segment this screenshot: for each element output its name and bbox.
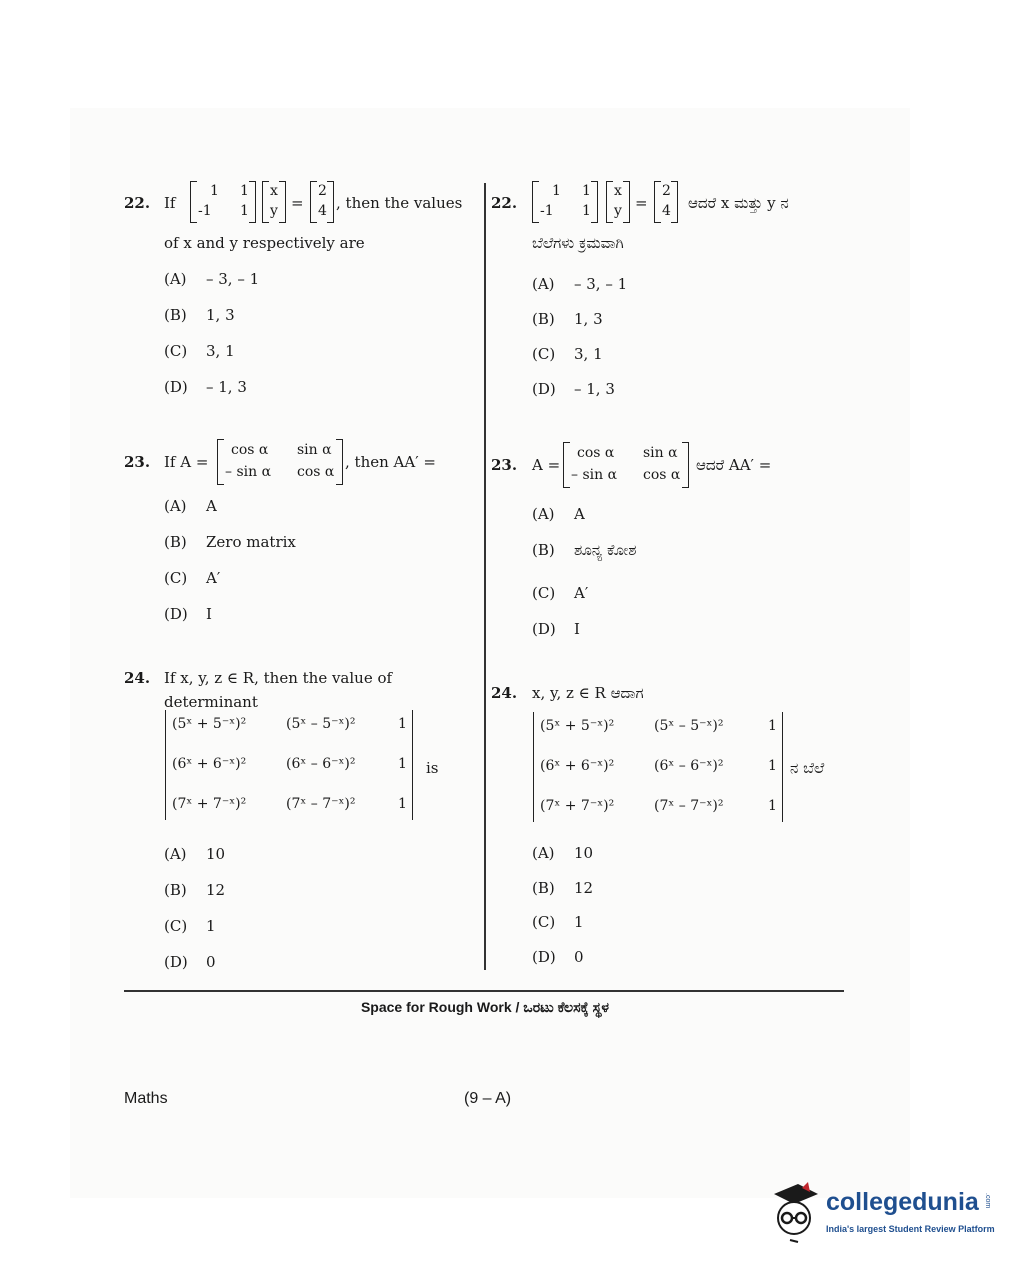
q24-option-c: (C) 1 bbox=[164, 917, 216, 935]
q22-kn-option-c: (C) 3, 1 bbox=[532, 345, 603, 363]
q23-option-c: (C) A′ bbox=[164, 569, 221, 587]
q24-option-d: (D) 0 bbox=[164, 953, 216, 971]
q23-kn-option-c: (C) A′ bbox=[532, 584, 589, 602]
q23-option-a: (A) A bbox=[164, 497, 217, 515]
q23-kn-number: 23. bbox=[491, 456, 518, 474]
q24-kn-determinant: (5ˣ + 5⁻ˣ)² (5ˣ – 5⁻ˣ)² 1 (6ˣ + 6⁻ˣ)² (6ˣ – 6⁻ˣ)² 1 (7ˣ + 7⁻ˣ)² (7ˣ – 7⁻ˣ)² 1 bbox=[533, 712, 783, 822]
q22-text1: , then the values bbox=[336, 194, 463, 212]
q22-vector-b: 2 4 bbox=[310, 181, 334, 223]
q22-kn-vector-b: 2 4 bbox=[654, 181, 678, 223]
q24-option-a: (A) 10 bbox=[164, 845, 226, 863]
collegedunia-dotcom: .com bbox=[984, 1193, 991, 1209]
q22-vector-xy: x y bbox=[262, 181, 286, 223]
rough-work-divider bbox=[124, 990, 844, 992]
q24-determinant: (5ˣ + 5⁻ˣ)² (5ˣ – 5⁻ˣ)² 1 (6ˣ + 6⁻ˣ)² (6ˣ – 6⁻ˣ)² 1 (7ˣ + 7⁻ˣ)² (7ˣ – 7⁻ˣ)² 1 bbox=[165, 710, 413, 820]
q23-prefix: If A = bbox=[164, 453, 209, 471]
q22-kn-matrix-a: 1 1 -1 1 bbox=[532, 181, 598, 223]
collegedunia-logo-icon bbox=[768, 1180, 820, 1244]
q22-kn-number: 22. bbox=[491, 194, 518, 212]
q23-kn-option-b: (B) ಶೂನ್ಯ ಕೋಶ bbox=[532, 541, 637, 559]
q22-option-d: (D) – 1, 3 bbox=[164, 378, 247, 396]
collegedunia-brand: collegedunia bbox=[826, 1188, 979, 1216]
q23-matrix: cos α sin α – sin α cos α bbox=[217, 439, 343, 485]
q22-text2: of x and y respectively are bbox=[164, 234, 365, 252]
equals-sign: = bbox=[291, 194, 304, 212]
q22-kn-vector-xy: x y bbox=[606, 181, 630, 223]
q23-kn-matrix: cos α sin α – sin α cos α bbox=[563, 442, 689, 488]
q22-option-b: (B) 1, 3 bbox=[164, 306, 235, 324]
equals-sign: = bbox=[635, 194, 648, 212]
q23-option-d: (D) I bbox=[164, 605, 212, 623]
collegedunia-tagline: India's largest Student Review Platform bbox=[826, 1224, 995, 1234]
q22-kn-option-d: (D) – 1, 3 bbox=[532, 380, 615, 398]
footer-page-number: (9 – A) bbox=[464, 1090, 512, 1107]
q23-suffix: , then AA′ = bbox=[345, 453, 436, 471]
q24-kn-option-b: (B) 12 bbox=[532, 879, 594, 897]
q23-kn-suffix: ಆದರೆ AA′ = bbox=[696, 456, 772, 474]
q24-number: 24. bbox=[124, 669, 151, 687]
q22-kn-option-a: (A) – 3, – 1 bbox=[532, 275, 628, 293]
q22-matrix-a: 1 1 -1 1 bbox=[190, 181, 256, 223]
q23-kn-prefix: A = bbox=[532, 456, 561, 474]
q23-number: 23. bbox=[124, 453, 151, 471]
q24-line1: If x, y, z ∈ R, then the value of bbox=[164, 669, 393, 687]
q24-option-b: (B) 12 bbox=[164, 881, 226, 899]
footer-subject: Maths bbox=[124, 1090, 168, 1107]
q23-kn-option-a: (A) A bbox=[532, 505, 585, 523]
q23-option-b: (B) Zero matrix bbox=[164, 533, 296, 551]
q22-kn-text2: ಬೆಲೆಗಳು ಕ್ರಮವಾಗಿ bbox=[532, 234, 624, 252]
q22-kn-option-b: (B) 1, 3 bbox=[532, 310, 603, 328]
q24-kn-line1: x, y, z ∈ R ಆದಾಗ bbox=[532, 684, 644, 702]
q24-kn-suffix: ನ ಬೆಲೆ bbox=[790, 759, 825, 777]
q24-line2: determinant bbox=[164, 693, 258, 711]
q22-option-c: (C) 3, 1 bbox=[164, 342, 235, 360]
q22-if: If bbox=[164, 194, 176, 212]
q24-suffix: is bbox=[426, 759, 439, 777]
q24-kn-number: 24. bbox=[491, 684, 518, 702]
q24-kn-option-c: (C) 1 bbox=[532, 913, 584, 931]
q22-kn-text1: ಆದರೆ x ಮತ್ತು y ನ bbox=[688, 194, 789, 212]
q22-option-a: (A) – 3, – 1 bbox=[164, 270, 260, 288]
rough-work-label: Space for Rough Work / ಒರಟು ಕೆಲಸಕ್ಕೆ ಸ್ಥಳ bbox=[360, 999, 610, 1015]
q24-kn-option-a: (A) 10 bbox=[532, 844, 594, 862]
q23-kn-option-d: (D) I bbox=[532, 620, 580, 638]
column-divider bbox=[484, 183, 486, 970]
q24-kn-option-d: (D) 0 bbox=[532, 948, 584, 966]
q22-number: 22. bbox=[124, 194, 151, 212]
